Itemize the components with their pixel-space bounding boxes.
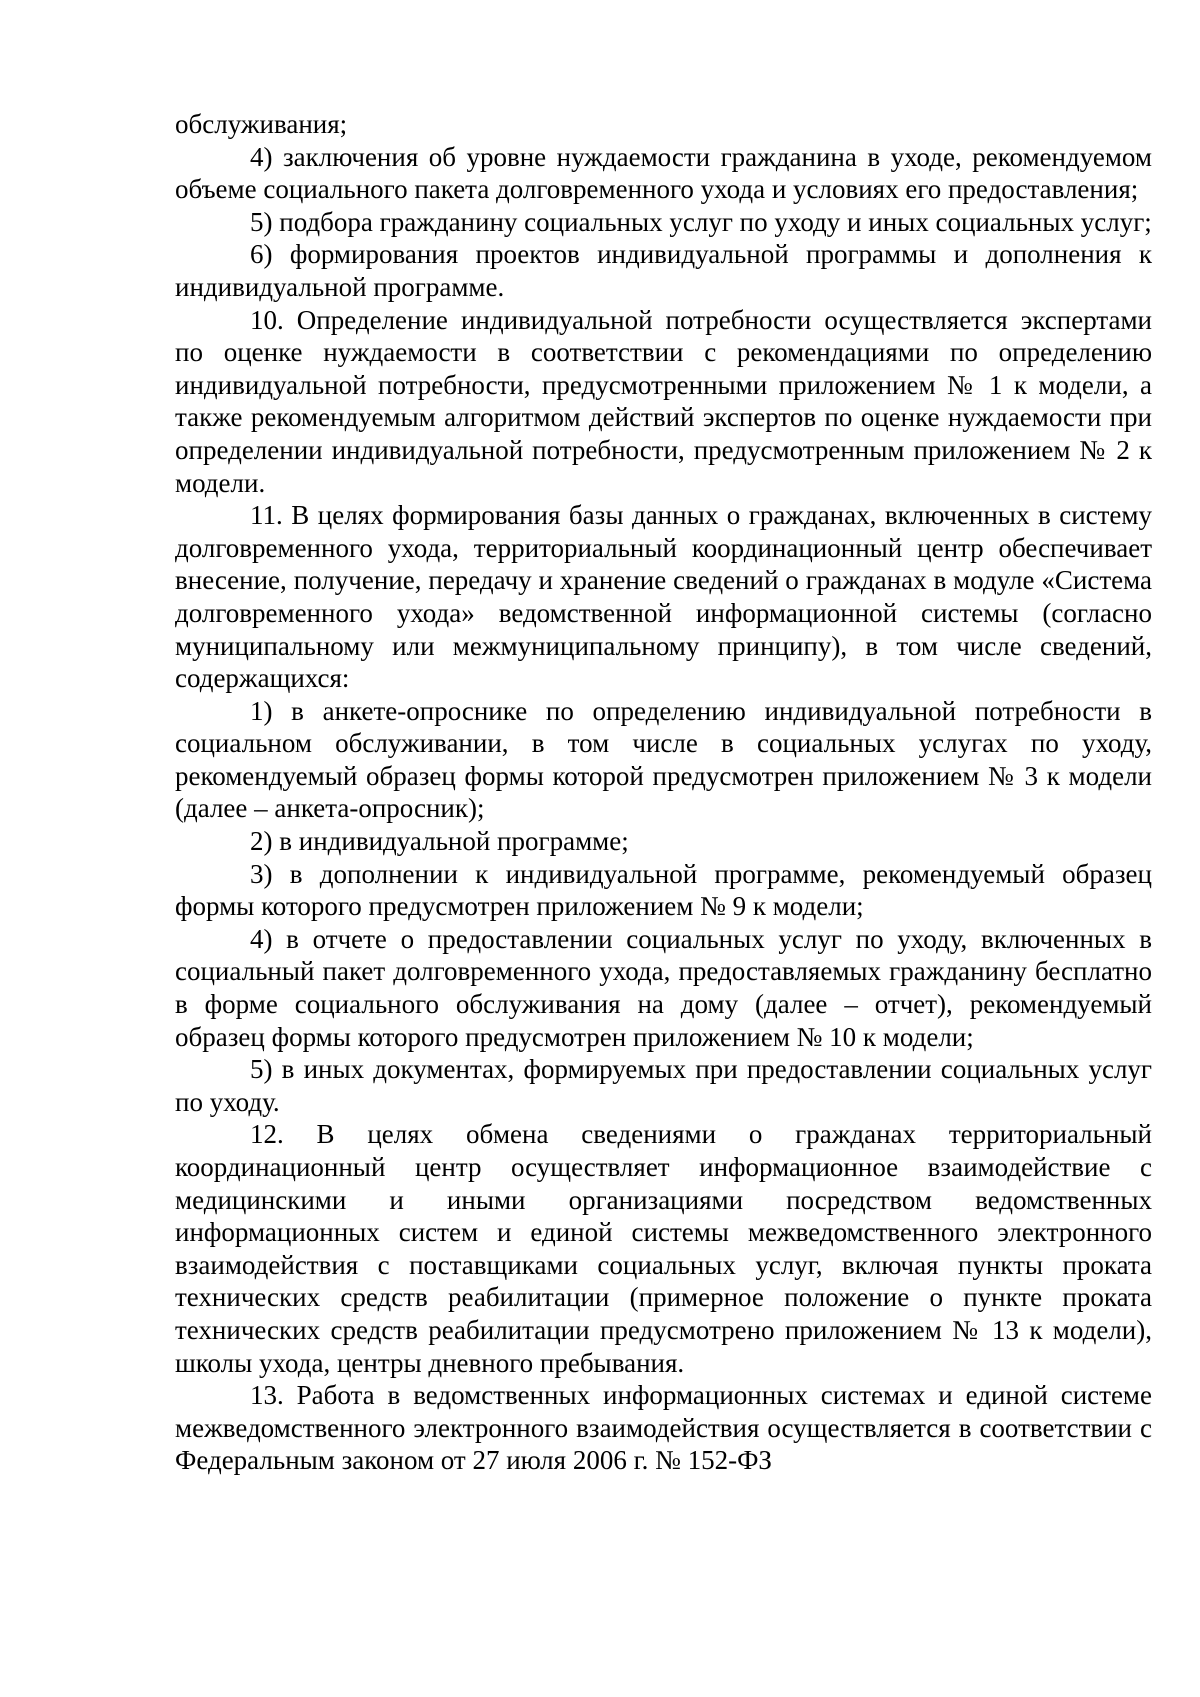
paragraph-section-13: 13. Работа в ведомственных информационных системах и единой системе межведомственного электронного взаимодействия осуществляется в соответствии с Федеральным законом от 27 июля 2006 г. № 152-ФЗ bbox=[175, 1380, 1152, 1476]
paragraph-subitem-2: 2) в индивидуальной программе; bbox=[250, 826, 629, 857]
paragraph-section-12: 12. В целях обмена сведениями о гражданах территориальный координационный центр осуществляет информационное взаимодействие с медицинскими и иными организациями посредством ведомственных информационных систем и единой системы межведомственного электронного взаимодействия с поставщиками социальных услуг, включая пункты проката технических средств реабилитации (примерное положение о пункте проката технических средств реабилитации предусмотрено приложением № 13 к модели), школы ухода, центры дневного пребывания. bbox=[175, 1119, 1152, 1378]
paragraph-continuation: обслуживания; bbox=[175, 109, 348, 139]
paragraph-item-5: 5) подбора гражданину социальных услуг по уходу и иных социальных услуг; bbox=[250, 206, 1152, 237]
paragraph-subitem-4: 4) в отчете о предоставлении социальных услуг по уходу, включенных в социальный пакет долговременного ухода, предоставляемых гражданину бесплатно в форме социального обслуживания на дому (далее – отчет), рекомендуемый образец формы которого предусмотрен приложением № 10 к модели; bbox=[175, 923, 1152, 1052]
paragraph-section-10: 10. Определение индивидуальной потребности осуществляется экспертами по оценке нуждаемости в соответствии с рекомендациями по определению индивидуальной потребности, предусмотренными приложением № 1 к модели, а также рекомендуемым алгоритмом действий экспертов по оценке нуждаемости при определении индивидуальной потребности, предусмотренным приложением № 2 к модели. bbox=[175, 304, 1152, 498]
paragraph-item-4: 4) заключения об уровне нуждаемости гражданина в уходе, рекомендуемом объеме социального пакета долговременного ухода и условиях его предоставления; bbox=[175, 141, 1152, 205]
paragraph-subitem-1: 1) в анкете-опроснике по определению индивидуальной потребности в социальном обслуживании, в том числе в социальных услугах по уходу, рекомендуемый образец формы которой предусмотрен приложением № 3 к модели (далее – анкета-опросник); bbox=[175, 695, 1152, 824]
paragraph-subitem-3: 3) в дополнении к индивидуальной программе, рекомендуемый образец формы которого предусмотрен приложением № 9 к модели; bbox=[175, 858, 1152, 922]
document-page bbox=[175, 108, 1152, 1477]
paragraph-section-11: 11. В целях формирования базы данных о гражданах, включенных в систему долговременного ухода, территориальный координационный центр обеспечивает внесение, получение, передачу и хранение сведений о гражданах в модуле «Система долговременного ухода» ведомственной информационной системы (согласно муниципальному или межмуниципальному принципу), в том числе сведений, содержащихся: bbox=[175, 500, 1152, 694]
paragraph-item-6: 6) формирования проектов индивидуальной программы и дополнения к индивидуальной программе. bbox=[175, 239, 1152, 302]
paragraph-subitem-5: 5) в иных документах, формируемых при предоставлении социальных услуг по уходу. bbox=[175, 1054, 1152, 1117]
